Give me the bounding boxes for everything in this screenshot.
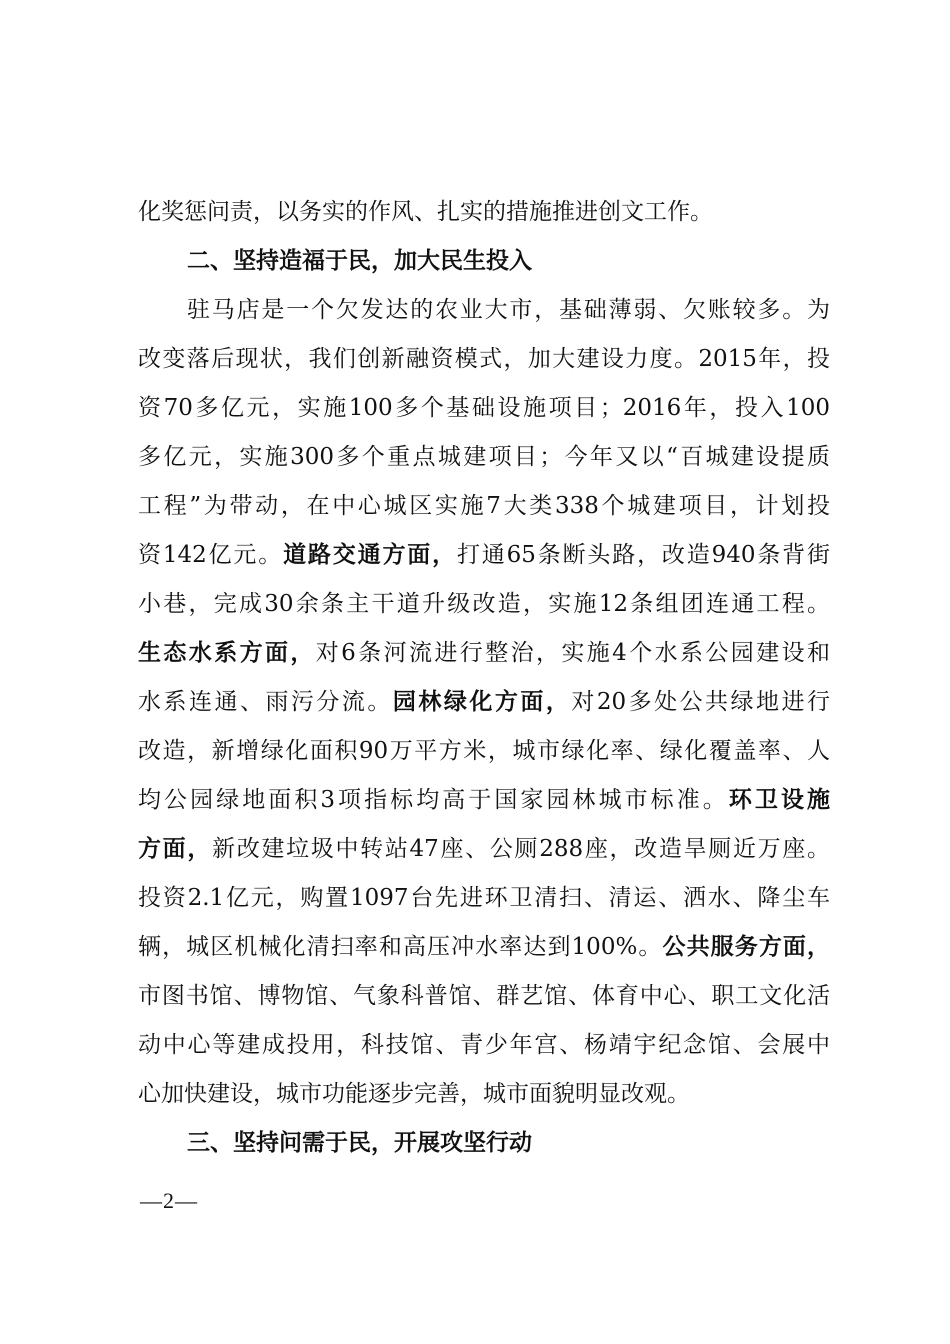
text-run: 资142亿元。 [138,542,284,568]
paragraph-line [138,1021,830,1070]
bold-run: 生态水系方面， [138,640,316,666]
text-run: 工程”为带动，在中心城区实施7大类338个城建项目，计划投 [138,493,830,519]
text-run: 驻马店是一个欠发达的农业大市，基础薄弱、欠账较多。为 [187,297,830,323]
text-run: 小巷，完成30余条主干道升级改造，实施12条组团连通工程。 [138,591,830,617]
text-run: 化奖惩问责，以务实的作风、扎实的措施推进创文工作。 [138,199,713,225]
paragraph-line [138,1070,830,1119]
paragraph-line [138,727,830,776]
heading-text: 二、坚持造福于民，加大民生投入 [187,248,532,274]
text-run: 市图书馆、博物馆、气象科普馆、群艺馆、体育中心、职工文化活 [138,983,830,1009]
text-run: 水系连通、雨污分流。 [138,689,393,715]
paragraph-line [138,580,830,629]
bold-run: 道路交通方面， [283,542,457,568]
text-run: 均公园绿地面积3项指标均高于国家园林城市标准。 [138,787,729,813]
text-run: 对6条河流进行整治，实施4个水系公园建设和 [315,640,830,666]
paragraph-line [138,874,830,923]
paragraph-line [138,629,830,678]
paragraph-line [138,482,830,531]
bold-run: 方面， [138,836,213,862]
text-run: 新改建垃圾中转站47座、公厕288座，改造旱厕近万座。 [212,836,831,862]
paragraph-line [138,384,830,433]
section-heading [138,1119,830,1168]
paragraph-line [138,825,830,874]
page-number: —2— [140,1188,198,1213]
paragraph-line [138,923,830,972]
bold-run: 公共服务方面， [662,934,830,960]
document-body [138,188,830,1168]
text-run: 动中心等建成投用，科技馆、青少年宫、杨靖宇纪念馆、会展中 [138,1032,830,1058]
paragraph-line [138,335,830,384]
section-heading [138,237,830,286]
text-run: 心加快建设，城市功能逐步完善，城市面貌明显改观。 [138,1081,690,1107]
paragraph-line [138,776,830,825]
heading-text: 三、坚持问需于民，开展攻坚行动 [187,1130,532,1156]
paragraph-line [138,972,830,1021]
paragraph-line [138,188,830,237]
paragraph-line [138,678,830,727]
text-run: 多亿元，实施300多个重点城建项目；今年又以“百城建设提质 [138,444,830,470]
bold-run: 园林绿化方面， [392,689,572,715]
bold-run: 环卫设施 [728,787,831,813]
text-run: 对20多处公共绿地进行 [571,689,831,715]
text-run: 改造，新增绿化面积90万平方米，城市绿化率、绿化覆盖率、人 [138,738,830,764]
text-run: 改变落后现状，我们创新融资模式，加大建设力度。2015年，投 [138,346,830,372]
paragraph-line [138,433,830,482]
paragraph-line [138,286,830,335]
text-run: 投资2.1亿元，购置1097台先进环卫清扫、清运、洒水、降尘车 [138,885,830,911]
text-run: 资70多亿元，实施100多个基础设施项目；2016年，投入100 [138,395,830,421]
paragraph-line [138,531,830,580]
text-run: 辆，城区机械化清扫率和高压冲水率达到100%。 [138,934,663,960]
text-run: 打通65条断头路，改造940条背街 [456,542,830,568]
